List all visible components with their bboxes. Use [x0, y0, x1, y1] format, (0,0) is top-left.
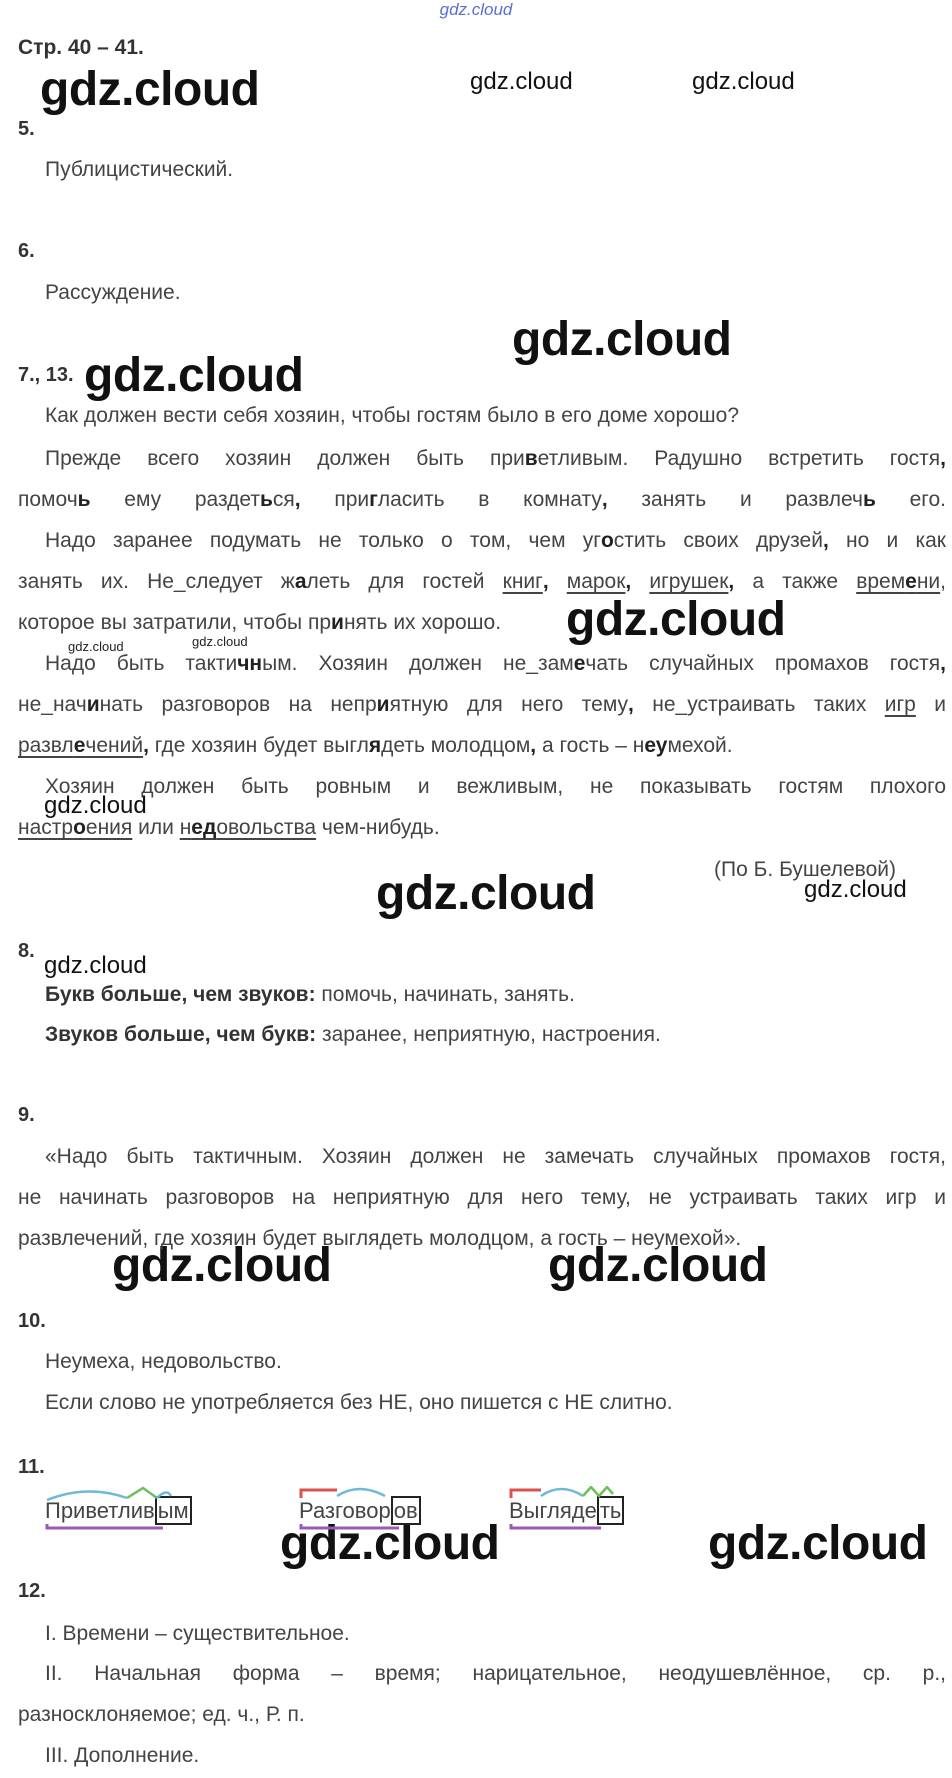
- row-label: Звуков больше, чем букв:: [45, 1023, 317, 1046]
- word-ending: ов: [391, 1496, 421, 1525]
- parse-step-2: [18, 1653, 946, 1735]
- sounds-more-row: [45, 1023, 661, 1047]
- watermark: gdz.cloud: [84, 349, 304, 402]
- morpheme-marks: [509, 1486, 629, 1536]
- task-number: 7., 13.: [18, 364, 74, 386]
- watermark: gdz.cloud: [44, 952, 147, 979]
- watermark: gdz.cloud: [708, 1517, 928, 1570]
- watermark: gdz.cloud: [470, 68, 573, 95]
- quote-line: «Надо быть тактичным. Хозяин должен не замечать случайных промахов гостя,: [45, 1145, 946, 1168]
- parse-line: II. Начальная форма – время; нарицательное, неодушевлённое, ср. р.,: [45, 1662, 946, 1685]
- word-stem: Приветлив: [45, 1498, 155, 1523]
- watermark: gdz.cloud: [512, 313, 732, 366]
- watermark: gdz.cloud: [566, 593, 786, 646]
- essay-source: (По Б. Бушелевой): [714, 858, 896, 881]
- watermark: gdz.cloud: [68, 639, 124, 654]
- spelling-rule: Если слово не употребляется без НЕ, оно пишется с НЕ слитно.: [45, 1391, 673, 1414]
- morpheme-word: [509, 1498, 624, 1524]
- morpheme-marks: [45, 1486, 215, 1536]
- watermark-top: gdz.cloud: [439, 0, 513, 19]
- page-reference: Стр. 40 – 41.: [18, 36, 144, 59]
- row-value: помочь, начинать, занять.: [315, 983, 575, 1006]
- quote-line: развлечений, где хозяин будет выглядеть молодцом, а гость – неумехой».: [18, 1227, 742, 1250]
- quote-text: [18, 1136, 946, 1259]
- parse-step: I. Времени – существительное.: [45, 1622, 350, 1645]
- essay-question: Как должен вести себя хозяин, чтобы гостям было в его доме хорошо?: [45, 404, 740, 427]
- task-number: 5.: [18, 118, 35, 140]
- watermark: gdz.cloud: [192, 634, 248, 649]
- morpheme-word: [299, 1498, 421, 1524]
- task-number: 8.: [18, 940, 35, 962]
- task-number: 12.: [18, 1580, 46, 1602]
- watermark: gdz.cloud: [280, 1517, 500, 1570]
- task-answer: Публицистический.: [45, 158, 234, 181]
- watermark: gdz.cloud: [692, 68, 795, 95]
- row-value: заранее, неприятную, настроения.: [316, 1023, 661, 1046]
- letters-more-row: [45, 983, 575, 1007]
- task-number: 9.: [18, 1104, 35, 1126]
- parse-line: разносклоняемое; ед. ч., Р. п.: [18, 1703, 305, 1726]
- word-ending: ым: [155, 1496, 192, 1525]
- task-answer: Рассуждение.: [45, 281, 181, 304]
- watermark: gdz.cloud: [804, 876, 907, 903]
- quote-line: не начинать разговоров на неприятную для него тему, не устраивать таких игр и: [18, 1186, 946, 1209]
- word-stem: Разговор: [299, 1498, 391, 1523]
- watermark: gdz.cloud: [376, 867, 596, 920]
- task-number: 10.: [18, 1310, 46, 1332]
- morpheme-word: [45, 1498, 192, 1524]
- task-number: 6.: [18, 240, 35, 262]
- watermark: gdz.cloud: [40, 63, 260, 116]
- watermark: gdz.cloud: [548, 1239, 768, 1292]
- word-ending: ть: [597, 1496, 625, 1525]
- essay-text: Прежде всего хозяин должен быть приветливым. Радушно встретить гостя, помочь ему раздеться, пригласить в комнату, занять и развлечь его. Надо заранее подумать не только о том, чем угостить своих друзей, но и как занять их. Не_следует жалеть для гостей книг, марок, игрушек, а также времени, которое вы затратили, чтобы принять их хорошо. Надо быть тактичным. Хозяин должен не_замечать случайных промахов гостя, не_начинать разговоров на неприятную для него тему, не_устраивать таких игр и развлечений, где хозяин будет выглядеть молодцом, а гость – неумехой. Хозяин должен быть ровным и вежливым, не показывать гостям плохого настроения или недовольства чем-нибудь.: [18, 447, 946, 839]
- task-number: 11.: [18, 1456, 45, 1478]
- parse-step: III. Дополнение.: [45, 1744, 200, 1767]
- word-stem: Выгляде: [509, 1498, 597, 1523]
- watermark: gdz.cloud: [44, 792, 147, 819]
- row-label: Букв больше, чем звуков:: [45, 983, 316, 1006]
- morpheme-marks: [299, 1486, 429, 1536]
- task-answer: Неумеха, недовольство.: [45, 1350, 282, 1373]
- watermark: gdz.cloud: [112, 1239, 332, 1292]
